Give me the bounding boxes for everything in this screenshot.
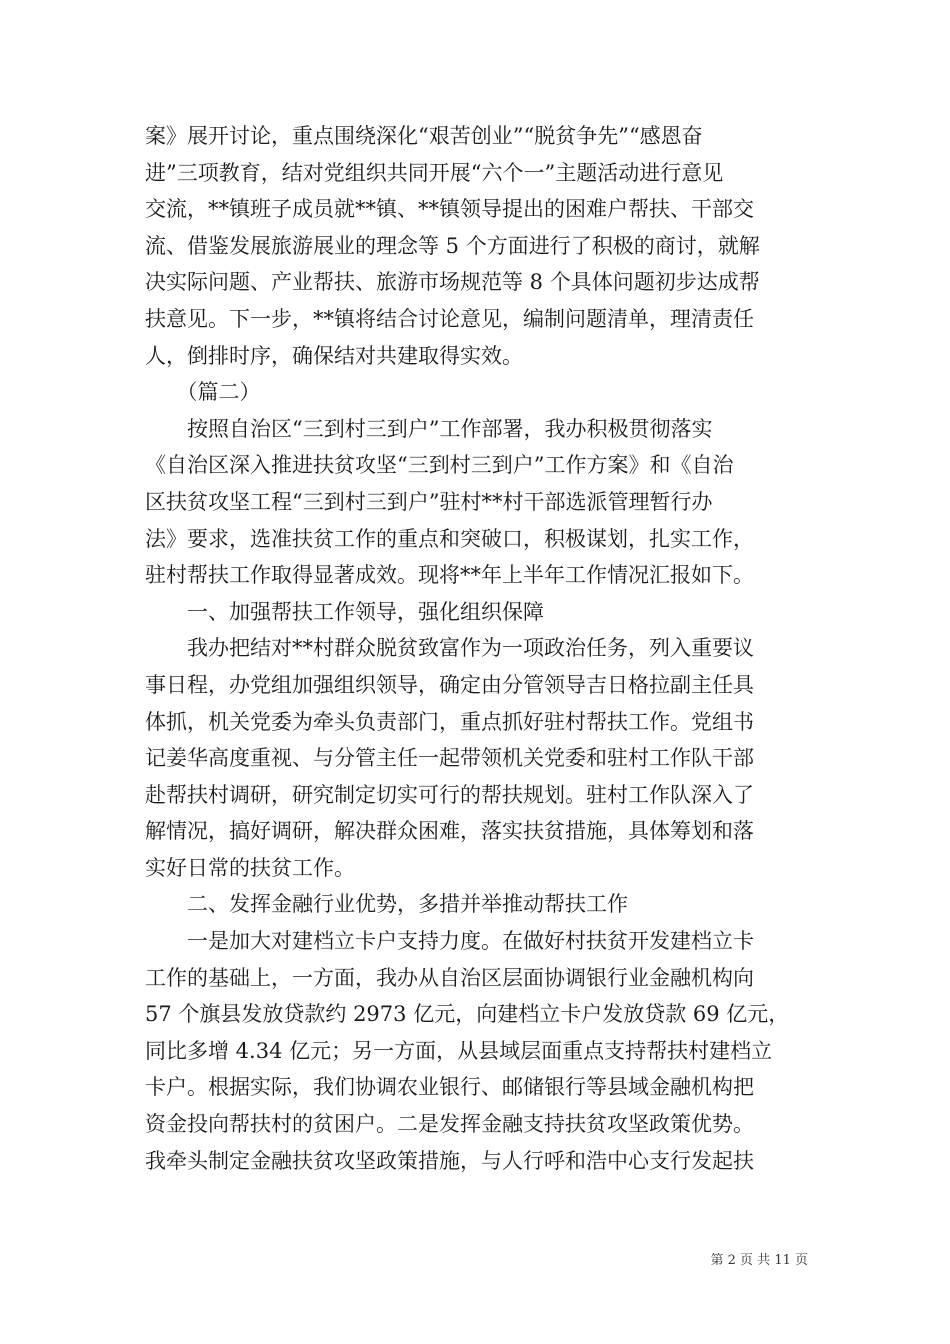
- text-line: 解情况，搞好调研，解决群众困难，落实扶贫措施，具体筹划和落: [145, 819, 754, 844]
- text-line: 法》要求，选准扶贫工作的重点和突破口，积极谋划，扎实工作，: [145, 526, 754, 551]
- page-footer: 第 2 页 共 11 页: [710, 1253, 808, 1268]
- text-line: 扶意见。下一步，**镇将结合讨论意见，编制问题清单，理清责任: [145, 306, 754, 331]
- text-line: 一、加强帮扶工作领导，强化组织保障: [145, 599, 544, 624]
- text-line: （篇二）: [145, 380, 261, 405]
- text-line: 卡户。根据实际，我们协调农业银行、邮储银行等县域金融机构把: [145, 1075, 754, 1100]
- text-line: 57 个旗县发放贷款约 2973 亿元，向建档立卡户发放贷款 69 亿元，: [145, 1002, 790, 1027]
- text-line: 《自治区深入推进扶贫攻坚“三到村三到户”工作方案》和《自治: [145, 453, 734, 478]
- text-line: 人，倒排时序，确保结对共建取得实效。: [145, 343, 523, 368]
- text-line: 交流，**镇班子成员就**镇、**镇领导提出的困难户帮扶、干部交: [145, 197, 754, 222]
- text-line: 案》展开讨论，重点围绕深化“艰苦创业”“脱贫争先”“感恩奋: [145, 124, 703, 148]
- text-line: 驻村帮扶工作取得显著成效。现将**年上半年工作情况汇报如下。: [145, 563, 754, 588]
- text-line: 赴帮扶村调研，研究制定切实可行的帮扶规划。驻村工作队深入了: [145, 782, 754, 807]
- text-line: 进”三项教育，结对党组织共同开展“六个一”主题活动进行意见: [145, 160, 724, 185]
- text-line: 一是加大对建档立卡户支持力度。在做好村扶贫开发建档立卡: [145, 929, 754, 954]
- text-line: 记姜华高度重视、与分管主任一起带领机关党委和驻村工作队干部: [145, 746, 754, 771]
- text-line: 工作的基础上，一方面，我办从自治区层面协调银行业金融机构向: [145, 965, 754, 990]
- text-line: 我办把结对**村群众脱贫致富作为一项政治任务，列入重要议: [145, 636, 754, 661]
- text-line: 同比多增 4.34 亿元；另一方面，从县域层面重点支持帮扶村建档立: [145, 1038, 773, 1063]
- text-line: 体抓，机关党委为牵头负责部门，重点抓好驻村帮扶工作。党组书: [145, 709, 754, 734]
- text-line: 决实际问题、产业帮扶、旅游市场规范等 8 个具体问题初步达成帮: [145, 270, 760, 295]
- text-line: 区扶贫攻坚工程“三到村三到户”驻村**村干部选派管理暂行办: [145, 489, 713, 514]
- text-line: 实好日常的扶贫工作。: [145, 855, 355, 880]
- document-body: [145, 118, 813, 1179]
- text-line: 流、借鉴发展旅游展业的理念等 5 个方面进行了积极的商讨，就解: [145, 233, 760, 258]
- text-line: 事日程，办党组加强组织领导，确定由分管领导吉日格拉副主任具: [145, 672, 754, 697]
- text-line: 资金投向帮扶村的贫困户。二是发挥金融支持扶贫攻坚政策优势。: [145, 1112, 754, 1137]
- text-line: 按照自治区“三到村三到户”工作部署，我办积极贯彻落实: [145, 416, 713, 441]
- text-line: 我牵头制定金融扶贫攻坚政策措施，与人行呼和浩中心支行发起扶: [145, 1148, 754, 1173]
- text-line: 二、发挥金融行业优势，多措并举推动帮扶工作: [145, 892, 628, 917]
